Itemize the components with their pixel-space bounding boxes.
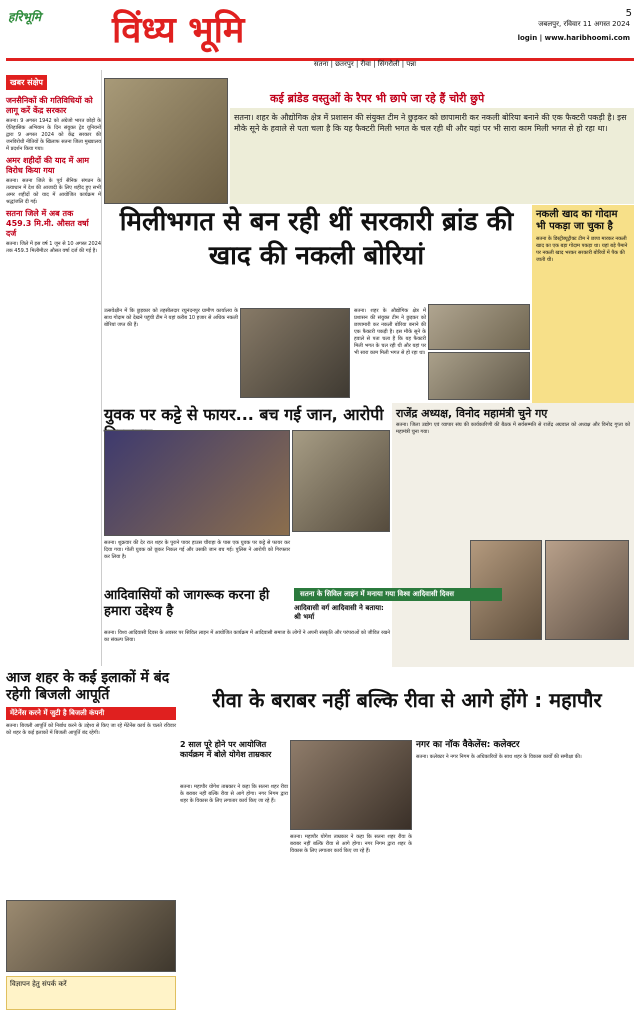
sidebar-item-body: सतना। सतना जिले के पूर्व सैनिक संगठन के तत्वाधान में देश की आजादी के लिए शहीद हुए सभी अमर शहीदों को याद में आयोजित कार्यक्रम में श्रद्धांजलि दी गई।	[6, 178, 101, 205]
top-story-body: उत्सवेक्षीन में कि छुड़कार को तहसीलदार रघुनंदनपुर ग्रामीण कार्यालय के साथ गोदाम को देखने पहुंची टीम ने यहां करीब 10 हजार से अधिक नकली बोरियां जप्त की हैं।	[104, 308, 238, 328]
brand-logo: हरिभूमि	[8, 10, 42, 24]
election-body: सतना। जिला उद्योग एवं व्यापार संघ की कार्यकारिणी की बैठक में सर्वसम्मति से राजेंद्र अग्रवाल को अध्यक्ष और विनोद गुप्ता को महामंत्री चुना गया।	[396, 422, 630, 435]
dateline: जबलपुर, रविवार 11 अगस्त 2024	[538, 20, 630, 28]
sidebar-item	[6, 156, 101, 206]
top-story-highlight: कई ब्रांडेड वस्तुओं के रैपर भी छापे जा रहे हैं चोरी छुपे	[270, 92, 485, 105]
raid-team-photo	[240, 308, 350, 398]
secretary-photo	[545, 540, 629, 640]
top-story-headline: मिलीभगत से बन रही थीं सरकारी ब्रांड की खाद की नकली बोरियां	[119, 207, 514, 271]
factory-photo	[104, 78, 228, 204]
sidebox-body: सतना के डिस्ट्रीब्यूट्रीक्ट टीम ने छापा मारकर नकली खाद का एक बड़ा गोदाम पकड़ा था। यहां बड़े पैमाने पर नकली खाद भरकर सरकारी बोरियों में पैक की जाती थी।	[536, 236, 628, 263]
sidebar-item	[6, 96, 101, 153]
story4-body: सतना। बिजली आपूर्ति को निर्बाध करने के उद्देश्य से किए जा रहे मेंटेनेंस कार्य के चलते रविवार को शहर के कई इलाकों में बिजली आपूर्ति बंद रहेगी।	[6, 723, 176, 736]
officials-photo	[428, 352, 530, 400]
mayor-event-photo	[290, 740, 412, 830]
sidebar-tag: खबर संक्षेप	[6, 75, 47, 90]
story5-body-2: सतना। महापौर योगेश ताम्रकार ने कहा कि सतना शहर रीवा के बराबर नहीं बल्कि रीवा से आगे होगा। नगर निगम द्वारा शहर के विकास के लिए लगातार कार्य किए जा रहे हैं।	[290, 834, 412, 854]
city-list: सतना | छतरपुर | रीवा | सिंगरौली | पन्ना	[313, 60, 417, 68]
collector-story	[416, 740, 634, 1010]
sidebar-item-body: सतना। 9 अगस्त 1942 को अंग्रेजो भारत छोड़ो के ऐतिहासिक अभियान के दिन संयुक्त ट्रेड यूनियनों द्वारा 9 अगस्त 2024 को केंद्र सरकार की जनविरोधी नीतियों के खिलाफ सतना जिला मुख्यालय में प्रदर्शन किया गया।	[6, 118, 101, 152]
masthead-title: विंध्य भूमि	[112, 9, 245, 51]
accused-photo	[292, 430, 390, 532]
sidebox-title: नकली खाद का गोदाम भी पकड़ा जा चुका है	[536, 209, 618, 232]
sidebar-item-heading: सतना जिले में अब तक 459.3 मि.मी. औसत वर्षा दर्ज	[6, 209, 89, 238]
collector-headline: नगर का नॉक वैकेलेंस: कलेक्टर	[416, 740, 520, 750]
story3-body: सतना। विश्व आदिवासी दिवस के अवसर पर सिविल लाइन में आयोजित कार्यक्रम में आदिवासी समाज के लोगों ने अपनी संस्कृति और परंपराओं को जीवित रखने का संकल्प लिया।	[104, 630, 391, 643]
site-login-link[interactable]: login | www.haribhoomi.com	[517, 34, 630, 42]
story2-body: सतना। शुक्रवार की देर रात शहर के पुराने पावर हाउस चौराहा के पास एक युवक पर कट्टे से फायर कर दिया गया। गोली युवक को छूकर निकल गई और उसकी जान बच गई। पुलिस ने आरोपी को गिरफ्तार कर लिया है।	[104, 540, 290, 560]
power-cut-photo	[6, 900, 176, 972]
sacks-photo	[428, 304, 530, 350]
story3-headline: आदिवासियों को जागरूक करना ही हमारा उद्देश्य है	[104, 588, 270, 619]
cctv-photo	[104, 430, 290, 536]
page-number: 5	[625, 8, 632, 19]
top-story-lead: सतना। शहर के औद्योगिक क्षेत्र में प्रशासन की संयुक्त टीम ने छुड़कर को छापामारी कर नकली बोरिया बनाने की एक फैक्टरी पकड़ी है। इस मौके सूने के हवाले से पता चला है कि यह फैक्टरी मिली भगत के चल रही थी और यहां पर भी सारा काम मिली भगत से हो रहा था।	[230, 108, 634, 204]
sidebar-item-body: सतना। जिले में इस वर्ष 1 जून से 10 अगस्त 2024 तक 459.3 मिलीमीटर औसत वर्षा दर्ज की गई है।	[6, 241, 101, 254]
story5-headline: रीवा के बराबर नहीं बल्कि रीवा से आगे होंगे : महापौर	[212, 688, 602, 712]
top-story-sidebox	[532, 205, 634, 403]
advertisement: विज्ञापन हेतु संपर्क करें	[6, 976, 176, 1010]
story5-kicker: 2 साल पूरे होने पर आयोजित कार्यक्रम में बोले योगेश ताम्रकार	[180, 740, 272, 759]
collector-body: सतना। कलेक्टर ने नगर निगम के अधिकारियों के साथ शहर के विकास कार्यों की समीक्षा की।	[416, 754, 582, 760]
story5-body: सतना। महापौर योगेश ताम्रकार ने कहा कि सतना शहर रीवा के बराबर नहीं बल्कि रीवा से आगे होगा। नगर निगम द्वारा शहर के विकास के लिए लगातार कार्य किए जा रहे हैं।	[180, 784, 288, 804]
sidebar-item-heading: जनसैनिकों की गतिविधियों को लागू करें केंद्र सरकार	[6, 96, 93, 115]
election-headline: राजेंद्र अध्यक्ष, विनोद महामंत्री चुने गए	[396, 407, 548, 420]
news-brief-sidebar	[6, 70, 102, 666]
sidebar-item	[6, 209, 101, 255]
top-story-body-2: सतना। शहर के औद्योगिक क्षेत्र में प्रशासन की संयुक्त टीम ने छुड़कर को छापामारी कर नकली बोरिया बनाने की एक फैक्टरी पकड़ी है। इस मौके सूने के हवाले से पता चला है कि यह फैक्टरी मिली भगत के चल रही थी और यहां पर भी सारा काम मिली भगत से हो रहा था।	[354, 308, 426, 356]
story2-headline: युवक पर कट्टे से फायर... बच गई जान, आरोपी	[104, 405, 384, 424]
story3-banner: सतना के सिविल लाइन में मनाया गया विश्व आदिवासी दिवस	[294, 588, 502, 601]
sidebar-item-heading: अमर शहीदों की याद में आम विरोध किया गया	[6, 156, 90, 175]
story4-headline: आज शहर के कई इलाकों में बंद रहेगी बिजली आपूर्ति	[6, 670, 170, 703]
story3-subhead: आदिवासी वर्ग आदिवासी ने बताया: श्री भर्मा	[294, 604, 384, 621]
story4-subhead: मेंटेनेंस करने में जुटी है बिजली कंपनी	[6, 707, 176, 720]
